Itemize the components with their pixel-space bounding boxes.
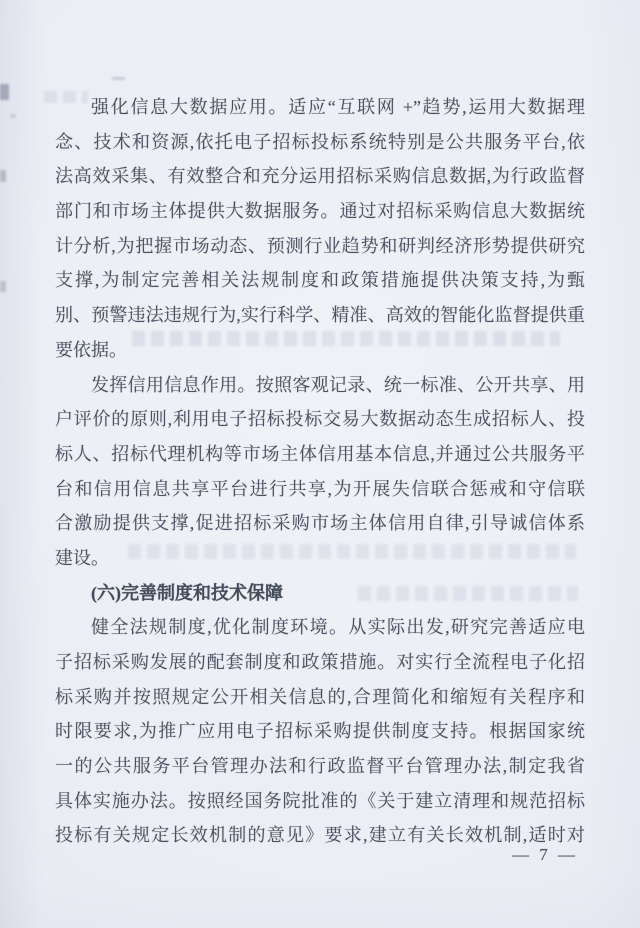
- scan-smudge: [10, 114, 16, 118]
- text-line: 发挥信用信息作用。按照客观记录、统一标准、公开共享、用: [91, 374, 585, 395]
- text-line: 建设。: [55, 547, 109, 568]
- page-number: — 7 —: [512, 845, 578, 864]
- scan-smudge: [0, 170, 6, 182]
- text-line: 支撑,为制定完善相关法规制度和政策措施提供决策支持,为甄: [55, 270, 585, 291]
- scan-smudge: [0, 281, 6, 292]
- scan-smudge: [0, 84, 9, 100]
- text-line: 具体实施办法。按照经国务院批准的《关于建立清理和规范招标: [55, 790, 585, 811]
- text-line: 法高效采集、有效整合和充分运用招标采购信息数据,为行政监督: [55, 166, 585, 187]
- text-line: 强化信息大数据应用。适应“互联网 +”趋势,运用大数据理: [91, 97, 585, 117]
- text-line: 健全法规制度,优化制度环境。从实际出发,研究完善适应电: [91, 617, 585, 638]
- text-line: 合激励提供支撑,促进招标采购市场主体信用自律,引导诚信体系: [55, 513, 585, 534]
- text-line: 计分析,为把握市场动态、预测行业趋势和研判经济形势提供研究: [55, 235, 585, 256]
- text-line: 部门和市场主体提供大数据服务。通过对招标采购信息大数据统: [55, 201, 585, 222]
- text-line: 一的公共服务平台管理办法和行政监督平台管理办法,制定我省: [55, 756, 585, 777]
- text-line: 户评价的原则,利用电子招标投标交易大数据动态生成招标人、投: [55, 409, 585, 430]
- text-line: 念、技术和资源,依托电子招标投标系统特别是公共服务平台,依: [55, 131, 585, 152]
- section-heading: (六)完善制度和技术保障: [91, 582, 283, 603]
- text-line: 标人、招标代理机构等市场主体信用基本信息,并通过公共服务平: [55, 443, 585, 464]
- text-line: 投标有关规定长效机制的意见》要求,建立有关长效机制,适时对: [55, 825, 585, 846]
- text-line: 标采购并按照规定公开相关信息的,合理简化和缩短有关程序和: [55, 686, 585, 707]
- text-line: 别、预警违法违规行为,实行科学、精准、高效的智能化监督提供重: [55, 305, 585, 326]
- text-line: 要依据。: [55, 339, 127, 360]
- scan-smudge: [112, 77, 125, 80]
- text-line: 台和信用信息共享平台进行共享,为开展失信联合惩戒和守信联: [55, 478, 585, 499]
- text-line: 子招标采购发展的配套制度和政策措施。对实行全流程电子化招: [55, 652, 585, 673]
- document-body: [55, 90, 585, 853]
- text-line: 时限要求,为推广应用电子招标采购提供制度支持。根据国家统: [55, 721, 585, 742]
